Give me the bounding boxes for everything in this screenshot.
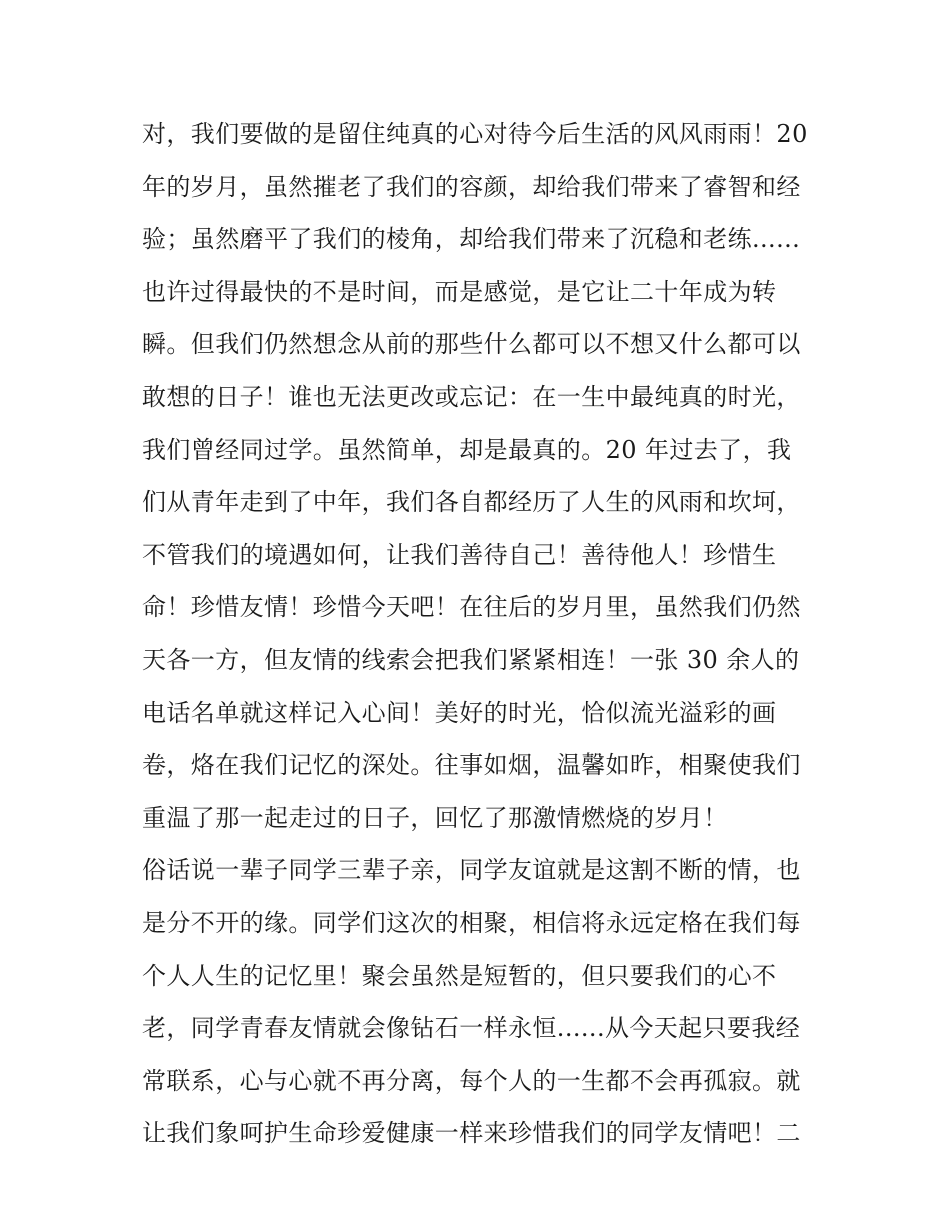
text-line: 命！珍惜友情！珍惜今天吧！在往后的岁月里，虽然我们仍然 (142, 593, 801, 622)
text-line: 卷，烙在我们记忆的深处。往事如烟，温馨如昨，相聚使我们 (142, 751, 801, 780)
text-line: 瞬。但我们仍然想念从前的那些什么都可以不想又什么都可以 (142, 330, 801, 359)
text-line: 老，同学青春友情就会像钻石一样永恒......从今天起只要我经 (142, 1014, 801, 1043)
text-line: 们从青年走到了中年，我们各自都经历了人生的风雨和坎坷， (142, 488, 801, 517)
text-line: 年的岁月，虽然摧老了我们的容颜，却给我们带来了睿智和经 (142, 172, 801, 201)
text-line: 俗话说一辈子同学三辈子亲，同学友谊就是这割不断的情，也 (142, 856, 801, 885)
text-line: 重温了那一起走过的日子，回忆了那激情燃烧的岁月！ (142, 803, 728, 832)
text-line: 电话名单就这样记入心间！美好的时光，恰似流光溢彩的画 (142, 698, 777, 727)
body-text (142, 108, 822, 1160)
text-line: 让我们象呵护生命珍爱健康一样来珍惜我们的同学友情吧！二 (142, 1119, 801, 1148)
text-line: 常联系，心与心就不再分离，每个人的一生都不会再孤寂。就 (142, 1066, 801, 1095)
text-line: 我们曾经同过学。虽然简单，却是最真的。20 年过去了，我 (142, 435, 792, 464)
text-line: 对，我们要做的是留住纯真的心对待今后生活的风风雨雨！20 (142, 120, 808, 148)
text-line: 是分不开的缘。同学们这次的相聚，相信将永远定格在我们每 (142, 908, 801, 937)
text-line: 也许过得最快的不是时间，而是感觉，是它让二十年成为转 (142, 277, 777, 306)
text-line: 敢想的日子！谁也无法更改或忘记：在一生中最纯真的时光， (142, 382, 801, 411)
text-line: 个人人生的记忆里！聚会虽然是短暂的，但只要我们的心不 (142, 961, 777, 990)
text-line: 不管我们的境遇如何，让我们善待自己！善待他人！珍惜生 (142, 540, 777, 569)
text-line: 天各一方，但友情的线索会把我们紧紧相连！一张 30 余人的 (142, 645, 800, 674)
text-line: 验；虽然磨平了我们的棱角，却给我们带来了沉稳和老练...... (142, 225, 801, 254)
